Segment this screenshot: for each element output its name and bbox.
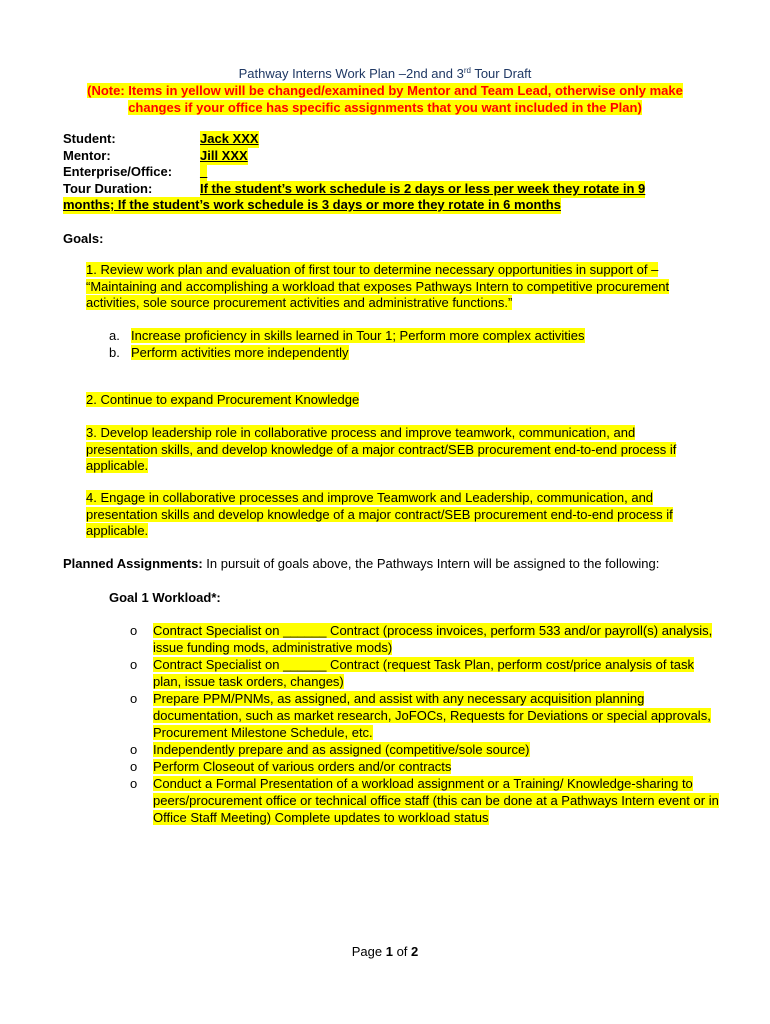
bullet-marker: o: [130, 623, 138, 638]
planned-assignments-label: Planned Assignments:: [63, 556, 203, 571]
goal-4: [86, 490, 706, 540]
footer-total-pages: 2: [411, 944, 419, 959]
office-value: _: [200, 164, 208, 179]
page-footer: [0, 944, 770, 959]
goal-1-workload-heading: Goal 1 Workload*:: [109, 590, 221, 605]
mentor-label: Mentor:: [63, 148, 111, 163]
subgoal-a-text: Increase proficiency in skills learned in Tour 1; Perform more complex activities: [131, 328, 585, 343]
subgoal-a: [109, 328, 585, 345]
list-item-text: Independently prepare and as assigned (competitive/sole source): [153, 742, 530, 757]
goal-2: [86, 392, 706, 409]
title-text: Pathway Interns Work Plan –2nd and 3: [238, 66, 464, 81]
title-superscript: rd: [463, 66, 471, 75]
goal-1: [86, 262, 706, 312]
subgoal-b: [109, 345, 349, 362]
goal-2-text: 2. Continue to expand Procurement Knowledge: [86, 392, 360, 407]
page-title: [0, 66, 770, 82]
list-item: [130, 656, 720, 690]
bullet-marker: o: [130, 759, 138, 774]
subgoal-b-marker: b.: [109, 345, 120, 360]
goal-4-text: 4. Engage in collaborative processes and improve Teamwork and Leadership, communication, and presentation skills and develop knowledge of a major contract/SEB procurement end-to-end process if applicable.: [86, 490, 673, 538]
goals-heading: Goals:: [63, 231, 104, 246]
office-label: Enterprise/Office:: [63, 164, 173, 179]
tour-duration-label: Tour Duration:: [63, 181, 153, 196]
list-item: [130, 741, 720, 758]
list-item-text: Perform Closeout of various orders and/or contracts: [153, 759, 452, 774]
title-text-end: Tour Draft: [470, 66, 532, 81]
list-item: [130, 758, 720, 775]
bullet-marker: o: [130, 657, 138, 672]
list-item-text: Contract Specialist on ______ Contract (process invoices, perform 533 and/or payroll(s) analysis, issue funding mods, administrative mods): [153, 623, 713, 655]
note-block: [60, 82, 710, 116]
bullet-marker: o: [130, 691, 138, 706]
student-value: Jack XXX: [200, 131, 259, 146]
list-item: [130, 622, 720, 656]
student-label: Student:: [63, 131, 116, 146]
goal-1-text: 1. Review work plan and evaluation of first tour to determine necessary opportunities in support of – “Maintaining and accomplishing a workload that exposes Pathways Intern to competitive procurement activities, sole source procurement activities and administrative functions.”: [86, 262, 670, 310]
footer-current-page: 1: [385, 944, 393, 959]
footer-of-word: of: [392, 944, 412, 959]
tour-duration-value-cont: months; If the student’s work schedule is 3 days or more they rotate in 6 months: [63, 197, 561, 212]
bullet-marker: o: [130, 776, 138, 791]
footer-page-word: Page: [351, 944, 386, 959]
subgoal-a-marker: a.: [109, 328, 120, 343]
note-text: (Note: Items in yellow will be changed/examined by Mentor and Team Lead, otherwise only make changes if your office has specific assignments that you want included in the Plan): [87, 83, 683, 115]
list-item-text: Conduct a Formal Presentation of a workload assignment or a Training/ Knowledge-sharing to peers/procurement office or technical office staff (this can be done at a Pathways Intern event or in Office Staff Meeting) Complete updates to workload status: [153, 776, 719, 825]
goal-3: [86, 425, 706, 475]
list-item: [130, 775, 720, 826]
planned-assignments: [63, 556, 659, 573]
bullet-marker: o: [130, 742, 138, 757]
list-item-text: Prepare PPM/PNMs, as assigned, and assist with any necessary acquisition planning documentation, such as market research, JoFOCs, Requests for Deviations or special approvals, Procurement Milestone Schedule, etc.: [153, 691, 711, 740]
list-item: [130, 690, 720, 741]
list-item-text: Contract Specialist on ______ Contract (request Task Plan, perform cost/price analysis of task plan, issue task orders, changes): [153, 657, 694, 689]
workload-list: [130, 622, 720, 826]
tour-duration-value: If the student’s work schedule is 2 days or less per week they rotate in 9: [200, 181, 646, 196]
planned-assignments-text: In pursuit of goals above, the Pathways Intern will be assigned to the following:: [202, 556, 660, 571]
mentor-value: Jill XXX: [200, 148, 248, 163]
goal-3-text: 3. Develop leadership role in collaborative process and improve teamwork, communication, and presentation skills, and develop knowledge of a major contract/SEB procurement end-to-end process if applicable.: [86, 425, 677, 473]
subgoal-b-text: Perform activities more independently: [131, 345, 349, 360]
